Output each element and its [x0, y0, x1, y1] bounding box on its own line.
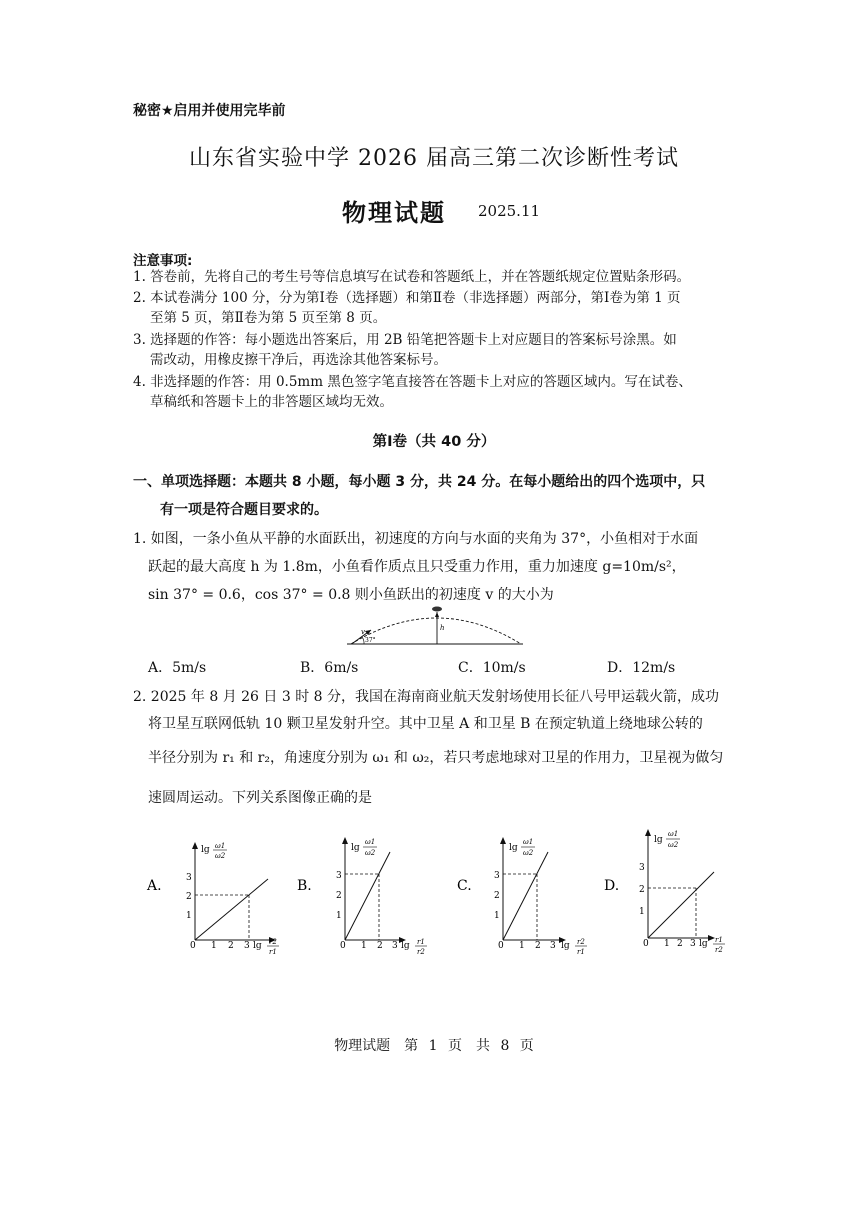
notice-title: 注意事项: [133, 253, 193, 269]
x-axis-label: lg [253, 941, 262, 951]
notice-item: 1. 答卷前，先将自己的考生号等信息填写在试卷和答题纸上，并在答题纸规定位置贴条形码。 [133, 269, 691, 285]
y-tick: 2 [639, 885, 645, 895]
x-axis-label: lg [699, 939, 708, 949]
x-tick: 1 [211, 941, 217, 951]
q1-option-d: D．12m/s [607, 660, 676, 676]
y-axis-label: ω2 [523, 849, 534, 857]
graph-line [648, 872, 714, 938]
graph-option-label: D. [604, 878, 620, 894]
q1-text: sin 37° = 0.6，cos 37° = 0.8 则小鱼跃出的初速度 v 的大小为 [148, 587, 554, 603]
x-tick: 1 [519, 941, 525, 951]
y-tick: 3 [336, 871, 342, 881]
y-axis-label: ω2 [668, 841, 679, 849]
x-tick: 2 [228, 941, 234, 951]
x-tick: 3 [550, 941, 556, 951]
x-axis-label: r2 [577, 938, 585, 946]
fish-icon [432, 607, 442, 612]
x-axis-label: r1 [715, 936, 723, 944]
x-tick: 0 [498, 941, 504, 951]
y-axis-label: ω1 [365, 838, 376, 846]
x-tick: 2 [677, 939, 683, 949]
notice-item: 2. 本试卷满分 100 分，分为第Ⅰ卷（选择题）和第Ⅱ卷（非选择题）两部分，第Ⅰ卷为第 1 页 [133, 290, 681, 306]
subject-title: 物理试题 [342, 198, 446, 227]
y-axis-label: ω2 [365, 849, 376, 857]
q1-text: 1. 如图，一条小鱼从平静的水面跃出，初速度的方向与水面的夹角为 37°，小鱼相对于水面 [133, 531, 699, 547]
angle-arc [362, 637, 364, 644]
label-v: v [361, 628, 365, 636]
y-axis-label: lg [654, 835, 663, 845]
graph-option-label: A. [147, 878, 162, 894]
q2-text: 2. 2025 年 8 月 26 日 3 时 8 分，我国在海南商业航天发射场使用长征八号甲运载火箭，成功 [133, 689, 720, 705]
x-tick: 0 [340, 941, 346, 951]
exam-date: 2025.11 [478, 202, 541, 220]
y-axis-label: ω1 [215, 842, 226, 850]
x-tick: 2 [535, 941, 541, 951]
x-tick: 3 [690, 939, 696, 949]
notice-item: 3. 选择题的作答：每小题选出答案后，用 2B 铅笔把答题卡上对应题目的答案标号涂黑。如 [133, 332, 677, 348]
x-axis-label: lg [561, 941, 570, 951]
graph-option-a [145, 830, 290, 960]
graph-line [345, 852, 390, 940]
y-axis-label: ω1 [668, 830, 679, 838]
y-axis-label: lg [351, 843, 360, 853]
y-axis-label: lg [201, 845, 210, 855]
section-title: 第Ⅰ卷（共 40 分） [372, 434, 496, 450]
y-tick: 3 [639, 863, 645, 873]
y-tick: 3 [494, 871, 500, 881]
graph-line [503, 852, 548, 940]
q1-option-c: C．10m/s [458, 660, 526, 676]
y-tick: 1 [494, 911, 500, 921]
y-tick: 1 [186, 911, 192, 921]
x-axis-label: r2 [269, 938, 277, 946]
x-tick: 0 [190, 941, 196, 951]
x-axis-label: r2 [715, 946, 723, 954]
page-footer: 物理试题 第 1 页 共 8 页 [334, 1038, 534, 1054]
y-tick: 3 [186, 873, 192, 883]
x-tick: 1 [361, 941, 367, 951]
q1-text: 跃起的最大高度 h 为 1.8m，小鱼看作质点且只受重力作用，重力加速度 g=10m/s²， [148, 559, 686, 575]
section-instruction: 有一项是符合题目要求的。 [160, 502, 328, 518]
section-instruction: 一、单项选择题：本题共 8 小题，每小题 3 分，共 24 分。在每小题给出的四个选项中，只 [133, 474, 706, 490]
q2-text: 半径分别为 r₁ 和 r₂，角速度分别为 ω₁ 和 ω₂，若只考虑地球对卫星的作用力，卫星视为做匀 [148, 750, 724, 766]
notice-item: 需改动，用橡皮擦干净后，再选涂其他答案标号。 [150, 352, 447, 368]
x-axis-label: r1 [577, 948, 585, 956]
q2-text: 将卫星互联网低轨 10 颗卫星发射升空。其中卫星 A 和卫星 B 在预定轨道上绕地球公转的 [148, 716, 703, 732]
x-tick: 3 [244, 941, 250, 951]
x-tick: 0 [643, 939, 649, 949]
label-angle: 37° [365, 637, 376, 644]
y-tick: 1 [639, 907, 645, 917]
exam-title: 山东省实验中学 2026 届高三第二次诊断性考试 [189, 146, 679, 171]
confidential-label: 秘密★启用并使用完毕前 [133, 103, 286, 119]
y-tick: 2 [494, 891, 500, 901]
y-tick: 2 [186, 892, 192, 902]
x-axis-label: lg [401, 941, 410, 951]
graph-option-label: B. [297, 878, 312, 894]
trajectory [351, 618, 521, 644]
y-tick: 1 [336, 911, 342, 921]
q1-figure [345, 604, 525, 650]
graph-option-label: C. [457, 878, 472, 894]
graph-option-c [455, 830, 600, 960]
y-tick: 2 [336, 891, 342, 901]
notice-item: 4. 非选择题的作答：用 0.5mm 黑色签字笔直接答在答题卡上对应的答题区域内。写在试卷、 [133, 374, 692, 390]
y-axis-label: ω2 [215, 852, 226, 860]
x-tick: 3 [392, 941, 398, 951]
graph-line [195, 879, 268, 940]
q1-option-a: A．5m/s [148, 660, 207, 676]
graph-option-d [602, 822, 747, 960]
y-axis-label: ω1 [523, 838, 534, 846]
notice-item: 至第 5 页，第Ⅱ卷为第 5 页至第 8 页。 [150, 310, 387, 326]
height-arrow [435, 612, 439, 617]
q2-text: 速圆周运动。下列关系图像正确的是 [148, 790, 372, 806]
q1-option-b: B．6m/s [300, 660, 359, 676]
x-tick: 1 [664, 939, 670, 949]
x-tick: 2 [377, 941, 383, 951]
graph-option-b [295, 830, 440, 960]
x-axis-label: r1 [269, 948, 277, 956]
label-h: h [440, 624, 445, 632]
y-axis-label: lg [509, 843, 518, 853]
x-axis-label: r1 [417, 938, 425, 946]
notice-item: 草稿纸和答题卡上的非答题区域均无效。 [150, 394, 393, 410]
x-axis-label: r2 [417, 948, 425, 956]
